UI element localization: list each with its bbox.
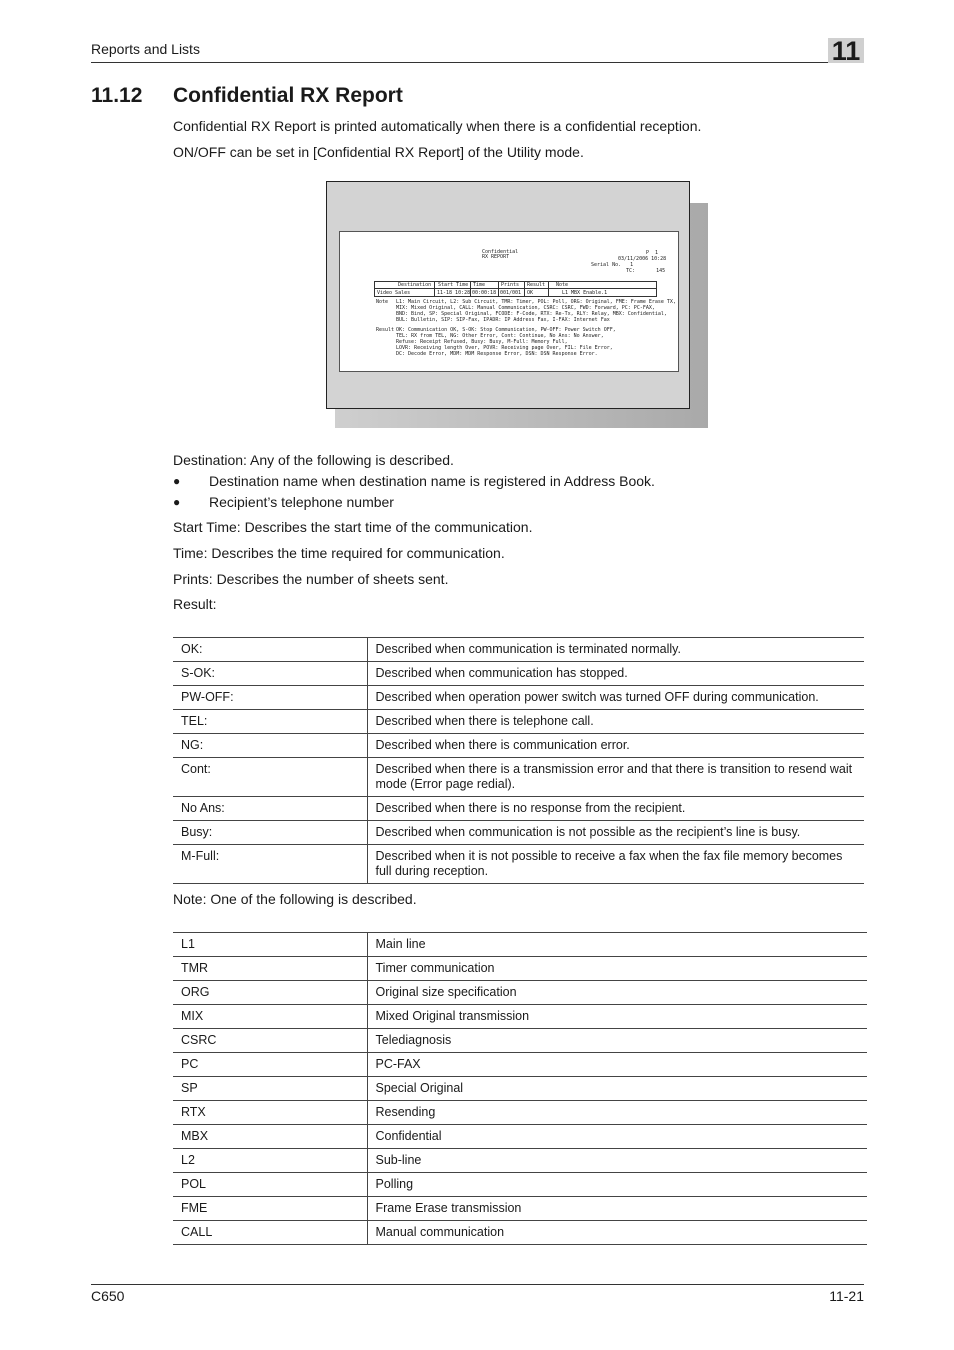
result-table-row-description: Described when there is telephone call. — [367, 710, 864, 734]
section-title: Confidential RX Report — [173, 84, 403, 107]
result-table-row-code: Cont: — [173, 758, 367, 797]
note-table-row-code: L2 — [173, 1149, 367, 1173]
note-table-row — [173, 1101, 867, 1125]
report-note-line-2: MIX: Mixed Original, CALL: Manual Communication, CSRC: CSRC, FWD: Forward, PC: PC-FAX, — [396, 305, 655, 311]
report-note-line-1: L1: Main Circuit, L2: Sub Circuit, TMR: Timer, POL: Poll, ORG: Original, FME: Frame Erase TX, — [396, 299, 676, 305]
destination-text: Destination: Any of the following is described. — [173, 452, 454, 468]
intro-paragraph-1: Confidential RX Report is printed automatically when there is a confidential reception. — [173, 118, 702, 134]
result-table-row — [173, 638, 864, 662]
result-table-row — [173, 758, 864, 797]
time-text: Time: Describes the time required for communication. — [173, 545, 505, 561]
report-image-paper — [339, 231, 679, 372]
report-result-line-2: TEL: RX from TEL, NG: Other Error, Cont: Continue, No Ans: No Answer, — [396, 333, 604, 339]
result-table-row — [173, 845, 864, 884]
result-table-row-description: Described when there is a transmission error and that there is transition to resend wait mode (Error page redial). — [367, 758, 864, 797]
note-text: Note: One of the following is described. — [173, 891, 417, 907]
note-table-row-description: Frame Erase transmission — [367, 1197, 867, 1221]
section-number: 11.12 — [91, 84, 143, 107]
note-table-row-description: Timer communication — [367, 957, 867, 981]
note-table-row-code: CSRC — [173, 1029, 367, 1053]
note-table-row-description: Mixed Original transmission — [367, 1005, 867, 1029]
note-table-row-code: MBX — [173, 1125, 367, 1149]
report-serial: Serial No. 1 — [591, 262, 634, 268]
report-note-label: Note — [376, 299, 389, 305]
note-table-row — [173, 1077, 867, 1101]
note-table-row-code: FME — [173, 1197, 367, 1221]
report-col-note: Note — [556, 282, 569, 288]
result-table-row — [173, 662, 864, 686]
report-header-1: Confidential — [482, 249, 519, 255]
header-rule — [91, 62, 864, 63]
note-table-row-code: CALL — [173, 1221, 367, 1245]
report-date: 03/11/2006 10:28 — [618, 256, 667, 262]
note-table-row-code: PC — [173, 1053, 367, 1077]
report-result-label: Result — [376, 327, 395, 333]
note-table-row — [173, 1149, 867, 1173]
report-cell-note: L1 MBX Enable.1 — [562, 290, 608, 296]
report-cell-time: 00:00:18 — [472, 290, 497, 296]
result-table-row — [173, 710, 864, 734]
note-table-row-description: Manual communication — [367, 1221, 867, 1245]
note-table-row — [173, 1053, 867, 1077]
result-table-row-code: M-Full: — [173, 845, 367, 884]
destination-bullet-1: Destination name when destination name is registered in Address Book. — [209, 473, 655, 489]
footer-model: C650 — [91, 1288, 125, 1304]
result-heading: Result: — [173, 596, 217, 612]
result-table-row-description: Described when there is communication error. — [367, 734, 864, 758]
report-cell-start: 11-18 10:28 — [437, 290, 471, 296]
report-header-2: RX REPORT — [482, 254, 510, 260]
report-cell-result: OK — [527, 290, 534, 296]
note-table-row-description: Original size specification — [367, 981, 867, 1005]
report-col-time: Time — [473, 282, 486, 288]
result-table-row-code: OK: — [173, 638, 367, 662]
footer-page-number: 11-21 — [829, 1288, 864, 1304]
report-cell-destination: Video Sales — [377, 290, 411, 296]
intro-paragraph-2: ON/OFF can be set in [Confidential RX Report] of the Utility mode. — [173, 144, 584, 160]
note-table-row-code: L1 — [173, 933, 367, 957]
running-header: Reports and Lists — [91, 41, 200, 57]
report-note-line-3: BND: Bind, SP: Special Original, FCODE: F-Code, RTX: Re-Tx, RLY: Relay, MBX: Confidential, — [396, 311, 667, 317]
result-table-row — [173, 797, 864, 821]
destination-bullet-2: Recipient’s telephone number — [209, 494, 394, 510]
report-result-line-1: OK: Communication OK, S-OK: Stop Communication, PW-OFF: Power Switch OFF, — [396, 327, 616, 333]
report-cell-prints: 001/001 — [500, 290, 522, 296]
note-table-row-code: RTX — [173, 1101, 367, 1125]
result-table-row-description: Described when it is not possible to receive a fax when the fax file memory becomes full during reception. — [367, 845, 864, 884]
result-table-row-description: Described when there is no response from the recipient. — [367, 797, 864, 821]
note-table-row-code: SP — [173, 1077, 367, 1101]
bullet-icon: ● — [173, 474, 181, 488]
report-col-destination: Destination — [398, 282, 432, 288]
note-table-row-description: Sub-line — [367, 1149, 867, 1173]
chapter-number: 11 — [831, 36, 861, 66]
start-time-text: Start Time: Describes the start time of the communication. — [173, 519, 533, 535]
result-table-row-code: NG: — [173, 734, 367, 758]
report-col-prints: Prints — [501, 282, 520, 288]
result-table-row — [173, 734, 864, 758]
result-table-row — [173, 686, 864, 710]
note-table-row-description: Main line — [367, 933, 867, 957]
result-table-row-code: TEL: — [173, 710, 367, 734]
note-table-row — [173, 957, 867, 981]
note-table-row — [173, 1029, 867, 1053]
report-note-line-4: BUL: Bulletin, SIP: SIP-Fax, IPADR: IP Address Fax, I-FAX: Internet Fax — [396, 317, 610, 323]
note-table-row — [173, 1221, 867, 1245]
note-table — [173, 932, 867, 1245]
result-table-row-code: No Ans: — [173, 797, 367, 821]
note-table-row-code: POL — [173, 1173, 367, 1197]
result-table-row — [173, 821, 864, 845]
result-table-row-code: Busy: — [173, 821, 367, 845]
report-result-line-3: Refuse: Receipt Refused, Busy: Busy, M-Full: Memory Full, — [396, 339, 568, 345]
note-table-row-code: TMR — [173, 957, 367, 981]
report-col-result: Result — [527, 282, 546, 288]
prints-text: Prints: Describes the number of sheets sent. — [173, 571, 449, 587]
note-table-row-description: Confidential — [367, 1125, 867, 1149]
note-table-row-code: MIX — [173, 1005, 367, 1029]
result-table-row-description: Described when communication is terminated normally. — [367, 638, 864, 662]
result-table-row-description: Described when operation power switch was turned OFF during communication. — [367, 686, 864, 710]
result-table — [173, 637, 864, 884]
result-table-row-description: Described when communication is not possible as the recipient’s line is busy. — [367, 821, 864, 845]
bullet-icon: ● — [173, 495, 181, 509]
note-table-row — [173, 1005, 867, 1029]
report-page: P 1 — [646, 250, 659, 256]
note-table-row-code: ORG — [173, 981, 367, 1005]
note-table-row-description: PC-FAX — [367, 1053, 867, 1077]
note-table-row — [173, 981, 867, 1005]
result-table-row-code: S-OK: — [173, 662, 367, 686]
note-table-row — [173, 933, 867, 957]
result-table-row-code: PW-OFF: — [173, 686, 367, 710]
report-col-start: Start Time — [438, 282, 469, 288]
note-table-row-description: Telediagnosis — [367, 1029, 867, 1053]
report-result-line-5: DC: Decode Error, MDM: MDM Response Error, DSN: DSN Response Error. — [396, 351, 598, 357]
result-table-row-description: Described when communication has stopped. — [367, 662, 864, 686]
note-table-row — [173, 1173, 867, 1197]
note-table-row-description: Resending — [367, 1101, 867, 1125]
note-table-row-description: Special Original — [367, 1077, 867, 1101]
note-table-row — [173, 1125, 867, 1149]
report-tc: TC: 145 — [626, 268, 666, 274]
footer-rule — [91, 1284, 864, 1285]
report-result-line-4: LOVR: Receiving length Over, POVR: Receiving page Over, FIL: File Error, — [396, 345, 613, 351]
note-table-row — [173, 1197, 867, 1221]
note-table-row-description: Polling — [367, 1173, 867, 1197]
